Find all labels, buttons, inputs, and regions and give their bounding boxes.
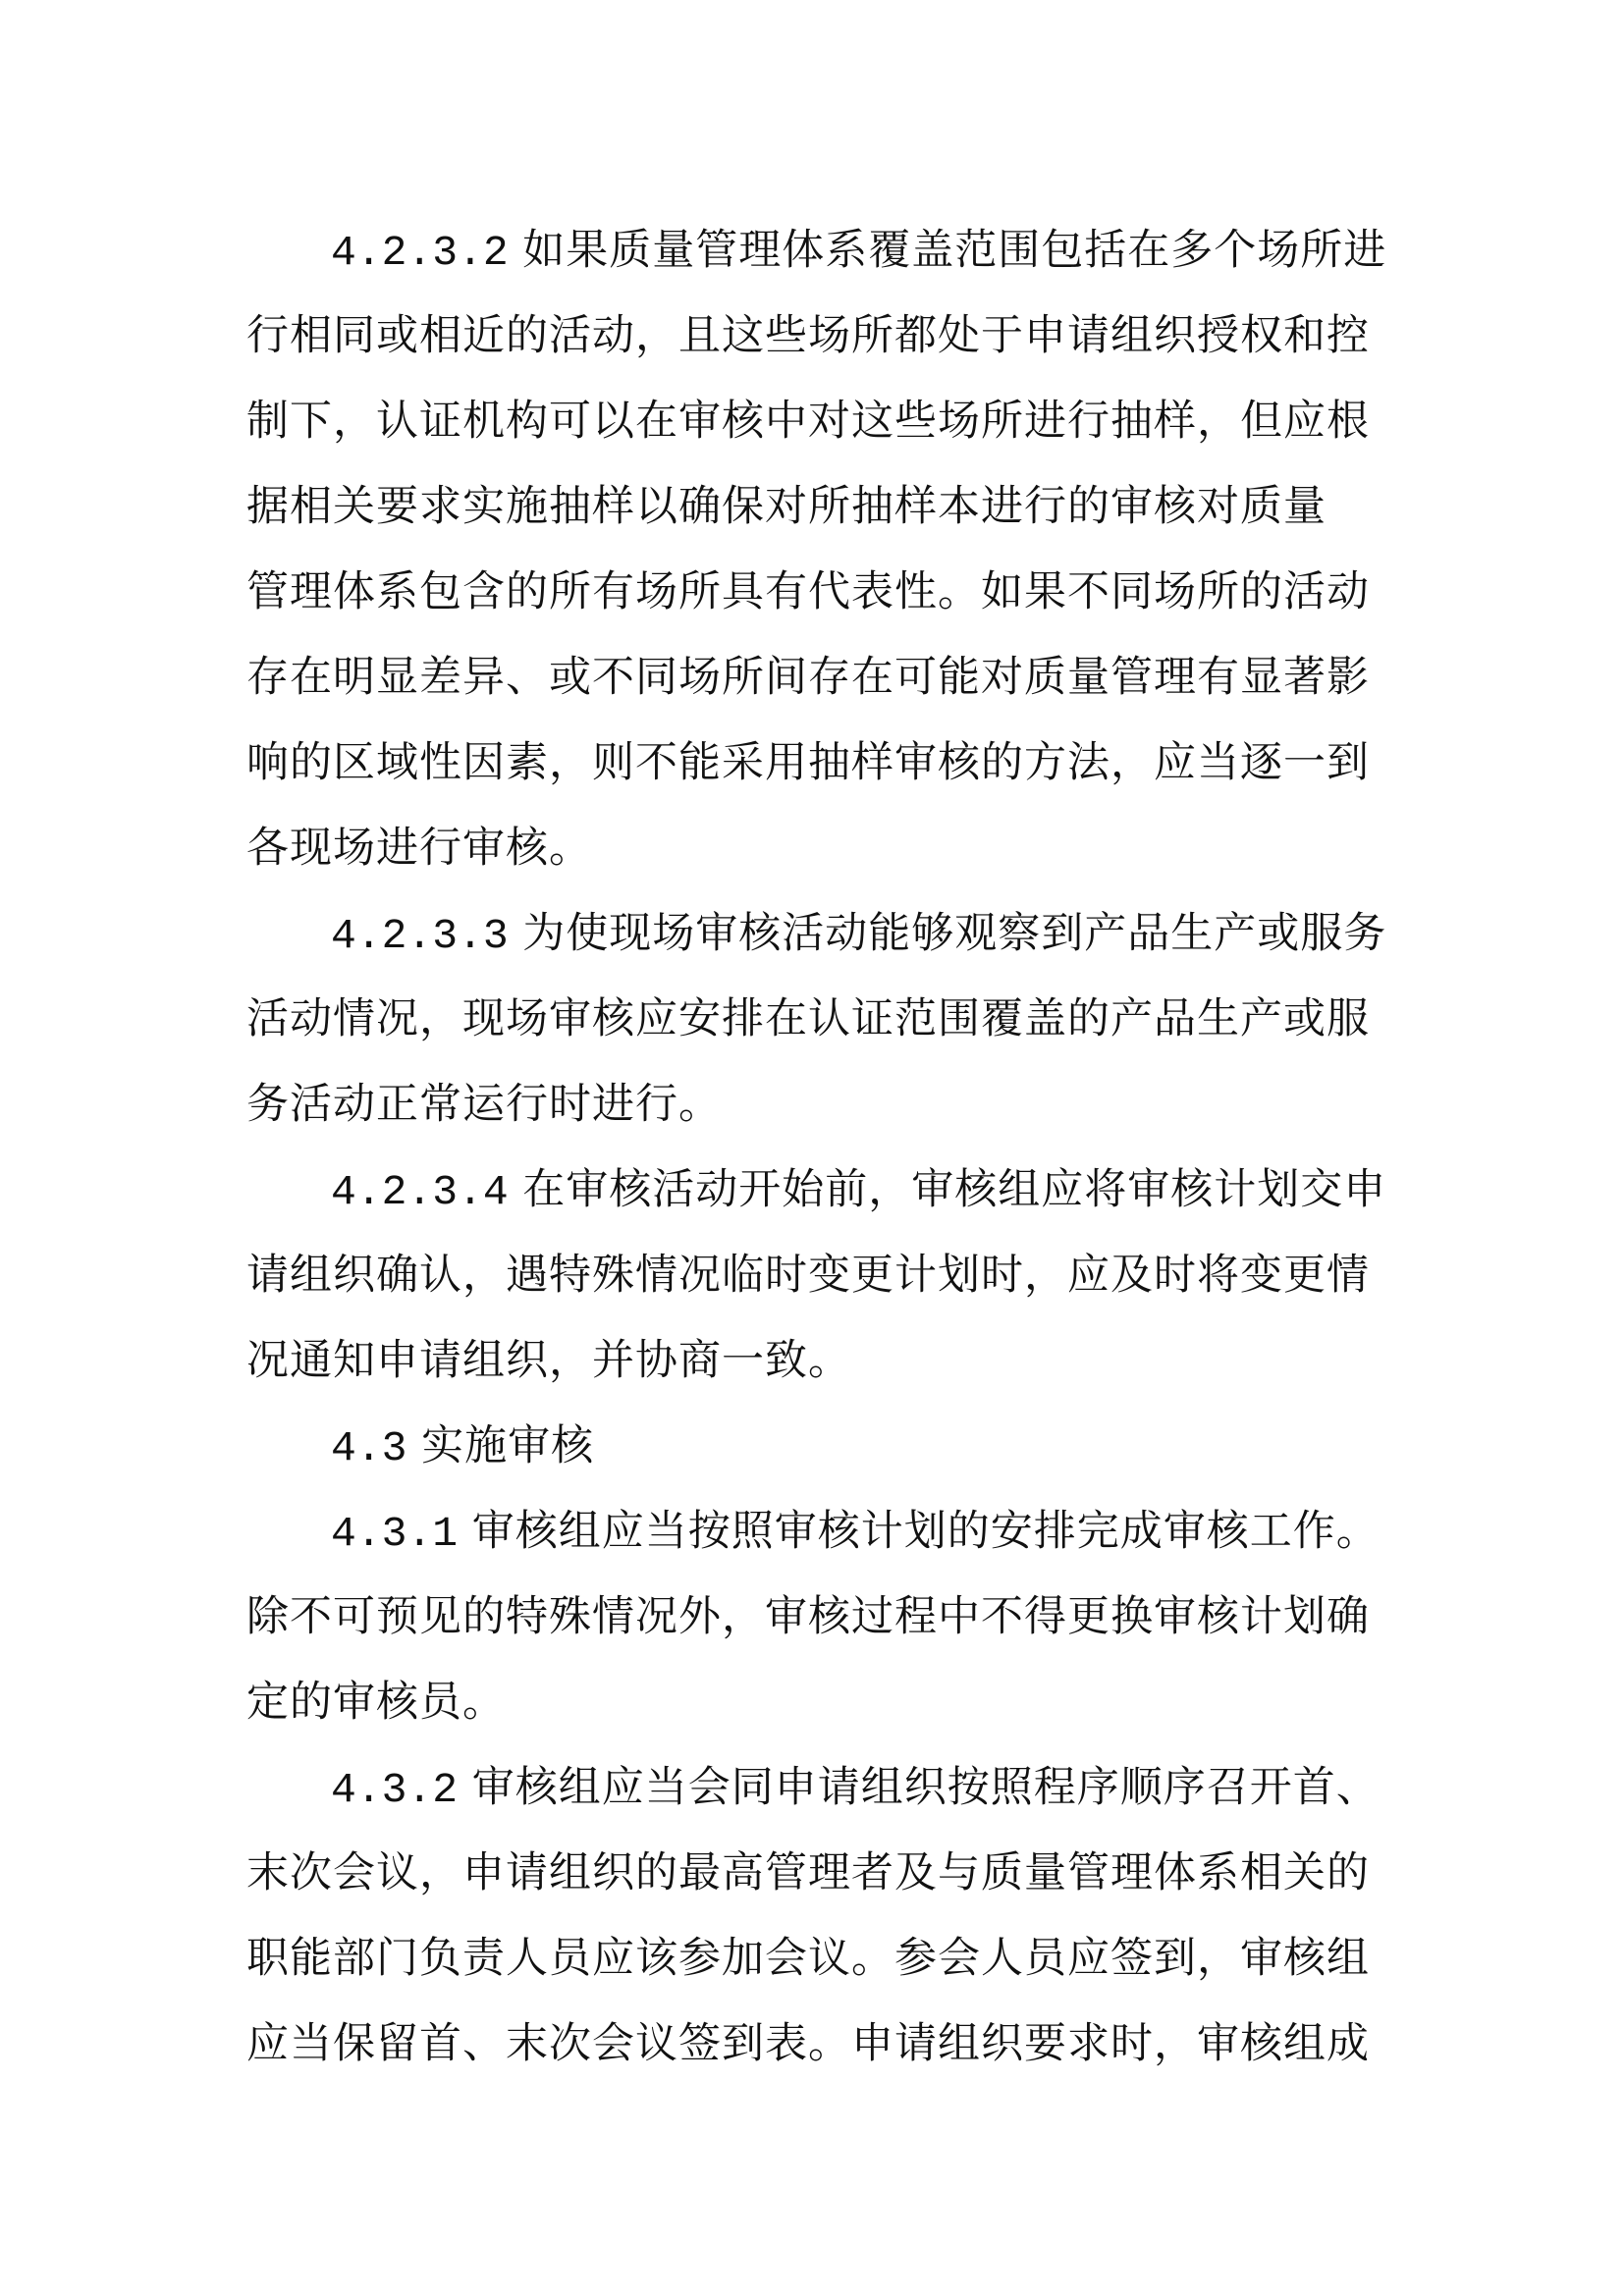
text-line <box>246 721 1385 806</box>
line-text: 活动情况，现场审核应安排在认证范围覆盖的产品生产或服 <box>246 994 1370 1043</box>
text-line <box>246 1916 1385 2002</box>
text-line <box>246 891 1385 977</box>
line-text: 审核组应当按照审核计划的安排完成审核工作。 <box>458 1507 1380 1556</box>
text-line <box>246 208 1385 294</box>
line-text: 如果质量管理体系覆盖范围包括在多个场所进 <box>508 226 1387 275</box>
line-text: 为使现场审核活动能够观察到产品生产或服务 <box>508 909 1387 958</box>
line-text: 各现场进行审核。 <box>246 824 592 873</box>
line-text: 存在明显差异、或不同场所间存在可能对质量管理有显著影 <box>246 653 1370 702</box>
line-text: 审核组应当会同申请组织按照程序顺序召开首、 <box>458 1763 1380 1812</box>
line-text: 职能部门负责人员应该参加会议。参会人员应签到，审核组 <box>246 1934 1370 1983</box>
line-text: 务活动正常运行时进行。 <box>246 1080 722 1129</box>
line-text: 实施审核 <box>406 1421 595 1470</box>
text-line <box>246 1404 1385 1489</box>
clause-number: 4.3.2 <box>331 1766 459 1814</box>
line-text: 请组织确认，遇特殊情况临时变更计划时，应及时将变更情 <box>246 1251 1370 1300</box>
text-line <box>246 294 1385 379</box>
document-body <box>246 208 1385 2087</box>
text-line <box>246 977 1385 1062</box>
text-line <box>246 1489 1385 1575</box>
clause-number: 4.3 <box>331 1424 407 1472</box>
text-line <box>246 1318 1385 1404</box>
text-line <box>246 464 1385 550</box>
text-line <box>246 379 1385 464</box>
clause-number: 4.3.1 <box>331 1510 459 1558</box>
line-text: 末次会议，申请组织的最高管理者及与质量管理体系相关的 <box>246 1848 1370 1897</box>
line-text: 管理体系包含的所有场所具有代表性。如果不同场所的活动 <box>246 567 1370 616</box>
line-text: 响的区域性因素，则不能采用抽样审核的方法，应当逐一到 <box>246 738 1370 787</box>
line-text: 应当保留首、末次会议签到表。申请组织要求时，审核组成 <box>246 2019 1370 2068</box>
text-line <box>246 550 1385 635</box>
text-line <box>246 1062 1385 1148</box>
line-text: 据相关要求实施抽样以确保对所抽样本进行的审核对质量 <box>246 482 1326 531</box>
text-line <box>246 1148 1385 1233</box>
text-line <box>246 1575 1385 1660</box>
line-text: 制下，认证机构可以在审核中对这些场所进行抽样，但应根 <box>246 397 1370 446</box>
text-line <box>246 1660 1385 1745</box>
line-text: 况通知申请组织，并协商一致。 <box>246 1336 851 1385</box>
text-line <box>246 2002 1385 2087</box>
text-line <box>246 1233 1385 1318</box>
clause-number: 4.2.3.4 <box>331 1168 509 1216</box>
clause-number: 4.2.3.3 <box>331 912 509 960</box>
clause-number: 4.2.3.2 <box>331 229 509 277</box>
text-line <box>246 635 1385 721</box>
line-text: 在审核活动开始前，审核组应将审核计划交申 <box>508 1165 1387 1214</box>
line-text: 除不可预见的特殊情况外，审核过程中不得更换审核计划确 <box>246 1592 1370 1641</box>
text-line <box>246 806 1385 891</box>
line-text: 定的审核员。 <box>246 1678 506 1727</box>
line-text: 行相同或相近的活动，且这些场所都处于申请组织授权和控 <box>246 311 1370 360</box>
text-line <box>246 1745 1385 1831</box>
text-line <box>246 1831 1385 1916</box>
